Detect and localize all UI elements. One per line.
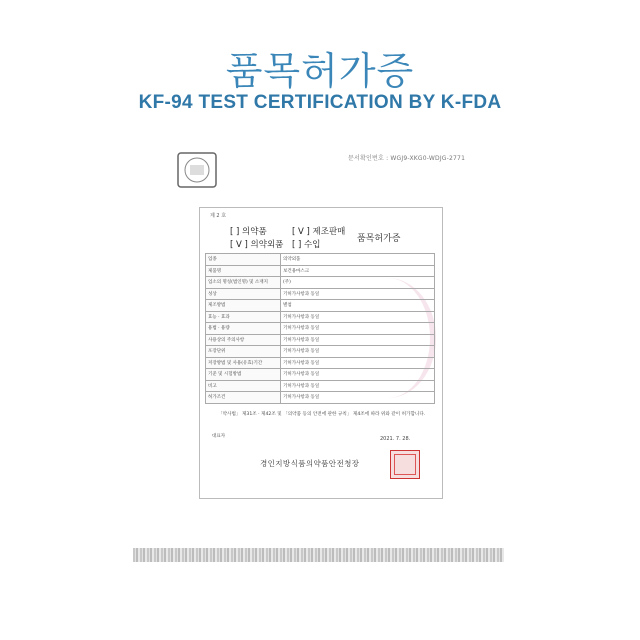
- table-row: 제품명 보건용마스크: [206, 265, 435, 277]
- page-title-english: KF-94 TEST CERTIFICATION BY K-FDA: [138, 92, 502, 113]
- check-import: [ ] 수입: [292, 240, 321, 250]
- certificate-table: [205, 253, 435, 404]
- table-row: 효능 · 효과 기허가사항과 동일: [206, 311, 435, 323]
- document-title: 품목허가증: [357, 234, 401, 244]
- table-row: 제조방법 별첨: [206, 300, 435, 312]
- issuing-agency: 경인지방식품의약품안전청장: [260, 459, 360, 468]
- page-title-korean: 품목허가증: [225, 49, 415, 93]
- table-row: 용법 · 용량 기허가사항과 동일: [206, 323, 435, 335]
- table-row: 성상 기허가사항과 동일: [206, 288, 435, 300]
- official-stamp-icon: [390, 450, 420, 479]
- table-row: 기준 및 시험방법 기허가사항과 동일: [206, 369, 435, 381]
- table-row: 포장단위 기허가사항과 동일: [206, 346, 435, 358]
- table-row: 허가조건 기허가사항과 동일: [206, 392, 435, 404]
- barcode-strip: [133, 548, 504, 562]
- table-row: 업소의 명칭(법인명) 및 소재지 (주): [206, 277, 435, 289]
- check-quasi-drug: [ V ] 의약외품: [230, 240, 284, 250]
- government-seal-icon: [175, 150, 219, 190]
- issue-date: 2021. 7. 28.: [380, 436, 411, 442]
- table-row: 비고 기허가사항과 동일: [206, 380, 435, 392]
- table-row: 업종 의약외품: [206, 254, 435, 266]
- document-confirmation-number: 문서확인번호 : WGJ9-XKG0-WDJG-2771: [348, 155, 466, 162]
- representative-label: 대표자: [212, 434, 226, 439]
- legal-note: 「약사법」 제31조 · 제42조 및 「의약품 등의 안전에 관한 규칙」 제4조에 따라 위와 같이 허가합니다.: [218, 412, 426, 417]
- check-manufacture: [ V ] 제조판매: [292, 227, 346, 237]
- table-row: 저장방법 및 사용(유효)기간 기허가사항과 동일: [206, 357, 435, 369]
- certificate-document: [199, 207, 443, 499]
- check-pharma: [ ] 의약품: [230, 227, 267, 237]
- form-number: 제 2 호: [210, 213, 227, 219]
- table-row: 사용상의 주의사항 기허가사항과 동일: [206, 334, 435, 346]
